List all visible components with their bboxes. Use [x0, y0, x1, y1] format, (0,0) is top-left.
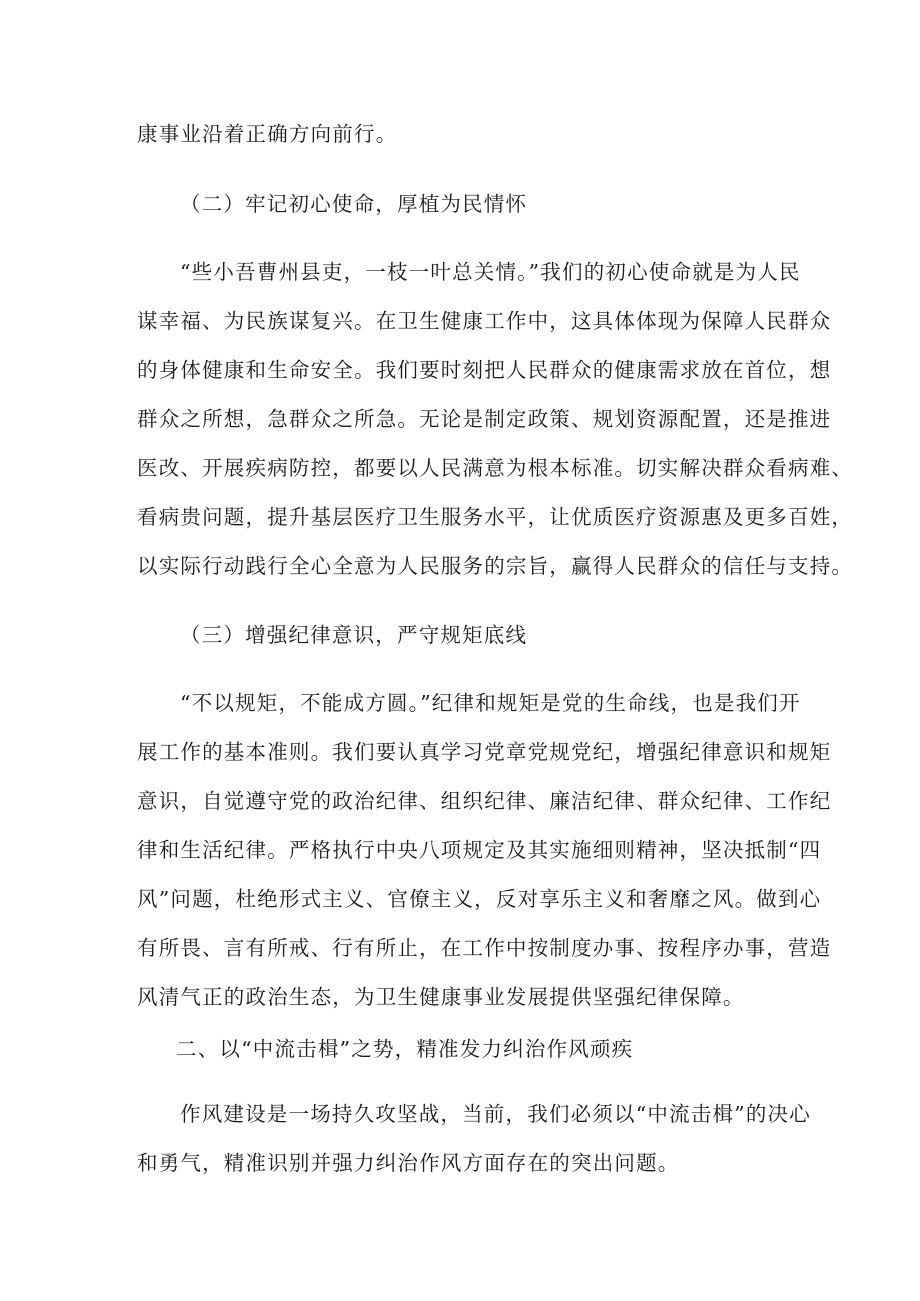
paragraph-line: 的身体健康和生命安全。我们要时刻把人民群众的健康需求放在首位，想: [137, 358, 832, 382]
paragraph-line: 谋幸福、为民族谋复兴。在卫生健康工作中，这具体体现为保障人民群众: [137, 309, 832, 333]
paragraph-line: 看病贵问题，提升基层医疗卫生服务水平，让优质医疗资源惠及更多百姓，: [137, 505, 854, 529]
chapter-heading-2: 二、以“中流击楫”之势，精准发力纠治作风顽疾: [176, 1037, 634, 1061]
paragraph-line: 意识，自觉遵守党的政治纪律、组织纪律、廉洁纪律、群众纪律、工作纪: [137, 789, 832, 813]
paragraph-line: “些小吾曹州县吏，一枝一叶总关情。”我们的初心使命就是为人民: [180, 260, 801, 284]
paragraph-line: 群众之所想，急群众之所急。无论是制定政策、规划资源配置，还是推进: [137, 407, 832, 431]
paragraph-line: 医改、开展疾病防控，都要以人民满意为根本标准。切实解决群众看病难、: [137, 456, 854, 480]
paragraph-line: 作风建设是一场持久攻坚战，当前，我们必须以“中流击楫”的决心: [180, 1102, 811, 1126]
paragraph-line: 风”问题，杜绝形式主义、官僚主义，反对享乐主义和奢靡之风。做到心: [137, 887, 822, 911]
paragraph-line: 和勇气，精准识别并强力纠治作风方面存在的突出问题。: [137, 1151, 680, 1175]
paragraph-line: “不以规矩，不能成方圆。”纪律和规矩是党的生命线，也是我们开: [180, 691, 801, 715]
section-heading-3: （三）增强纪律意识，严守规矩底线: [180, 623, 528, 647]
section-heading-2: （二）牢记初心使命，厚植为民情怀: [180, 192, 528, 216]
paragraph-line: 律和生活纪律。严格执行中央八项规定及其实施细则精神，坚决抵制“四: [137, 838, 822, 862]
paragraph-line: 风清气正的政治生态，为卫生健康事业发展提供坚强纪律保障。: [137, 985, 745, 1009]
paragraph-line: 康事业沿着正确方向前行。: [137, 122, 398, 146]
paragraph-line: 展工作的基本准则。我们要认真学习党章党规党纪，增强纪律意识和规矩: [137, 740, 832, 764]
paragraph-line: 有所畏、言有所戒、行有所止，在工作中按制度办事、按程序办事，营造: [137, 936, 832, 960]
paragraph-line: 以实际行动践行全心全意为人民服务的宗旨，赢得人民群众的信任与支持。: [137, 554, 854, 578]
